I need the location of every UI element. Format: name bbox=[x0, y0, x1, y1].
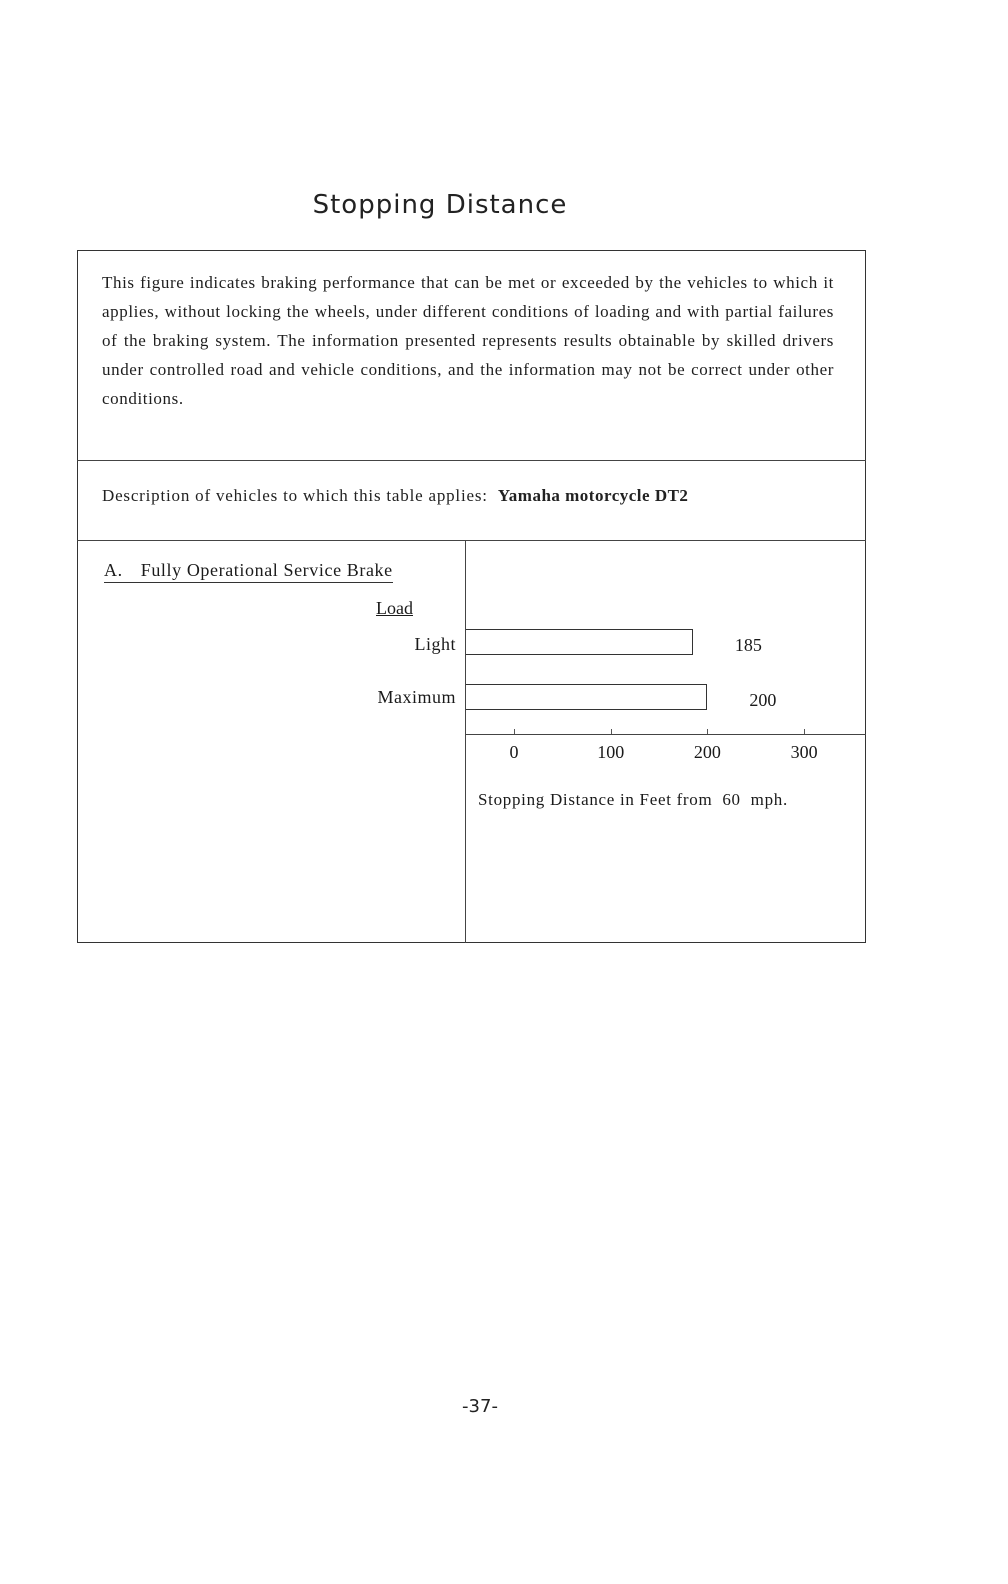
description-value: Yamaha motorcycle DT2 bbox=[497, 486, 689, 505]
x-axis-speed: 60 bbox=[722, 790, 741, 809]
bar-maximum bbox=[466, 684, 707, 710]
description-label: Description of vehicles to which this table applies: bbox=[102, 486, 488, 505]
intro-paragraph: This figure indicates braking performance that can be met or exceeded by the vehicles to which it applies, without locking the wheels, under different conditions of loading and with partial failures of the braking system. The information presented represents results obtainable by skilled drivers under controlled road and vehicle conditions, and the information may not be correct under other conditions. bbox=[102, 273, 834, 408]
x-axis-line bbox=[466, 734, 866, 735]
category-label-light: Light bbox=[414, 634, 456, 654]
bar-value-maximum: 200 bbox=[749, 690, 777, 710]
vehicle-description bbox=[102, 486, 688, 506]
x-tick-label-200: 200 bbox=[693, 742, 721, 762]
load-header: Load bbox=[376, 598, 413, 618]
section-letter: A. bbox=[104, 560, 123, 580]
bar-light bbox=[466, 629, 693, 655]
section-heading bbox=[104, 560, 393, 583]
divider bbox=[77, 540, 866, 541]
x-axis-label: Stopping Distance in Feet from bbox=[478, 790, 713, 809]
x-tick-label-0: 0 bbox=[509, 742, 519, 762]
x-tick-label-100: 100 bbox=[597, 742, 625, 762]
page-title: Stopping Distance bbox=[312, 190, 568, 220]
x-axis-caption bbox=[478, 790, 788, 810]
divider bbox=[77, 460, 866, 461]
column-divider bbox=[465, 540, 466, 943]
page-number: -37- bbox=[462, 1396, 498, 1417]
x-axis-unit: mph. bbox=[750, 790, 788, 809]
category-label-maximum: Maximum bbox=[377, 687, 456, 707]
bar-value-light: 185 bbox=[734, 635, 762, 655]
section-title: Fully Operational Service Brake bbox=[140, 560, 393, 580]
x-tick-label-300: 300 bbox=[790, 742, 818, 762]
